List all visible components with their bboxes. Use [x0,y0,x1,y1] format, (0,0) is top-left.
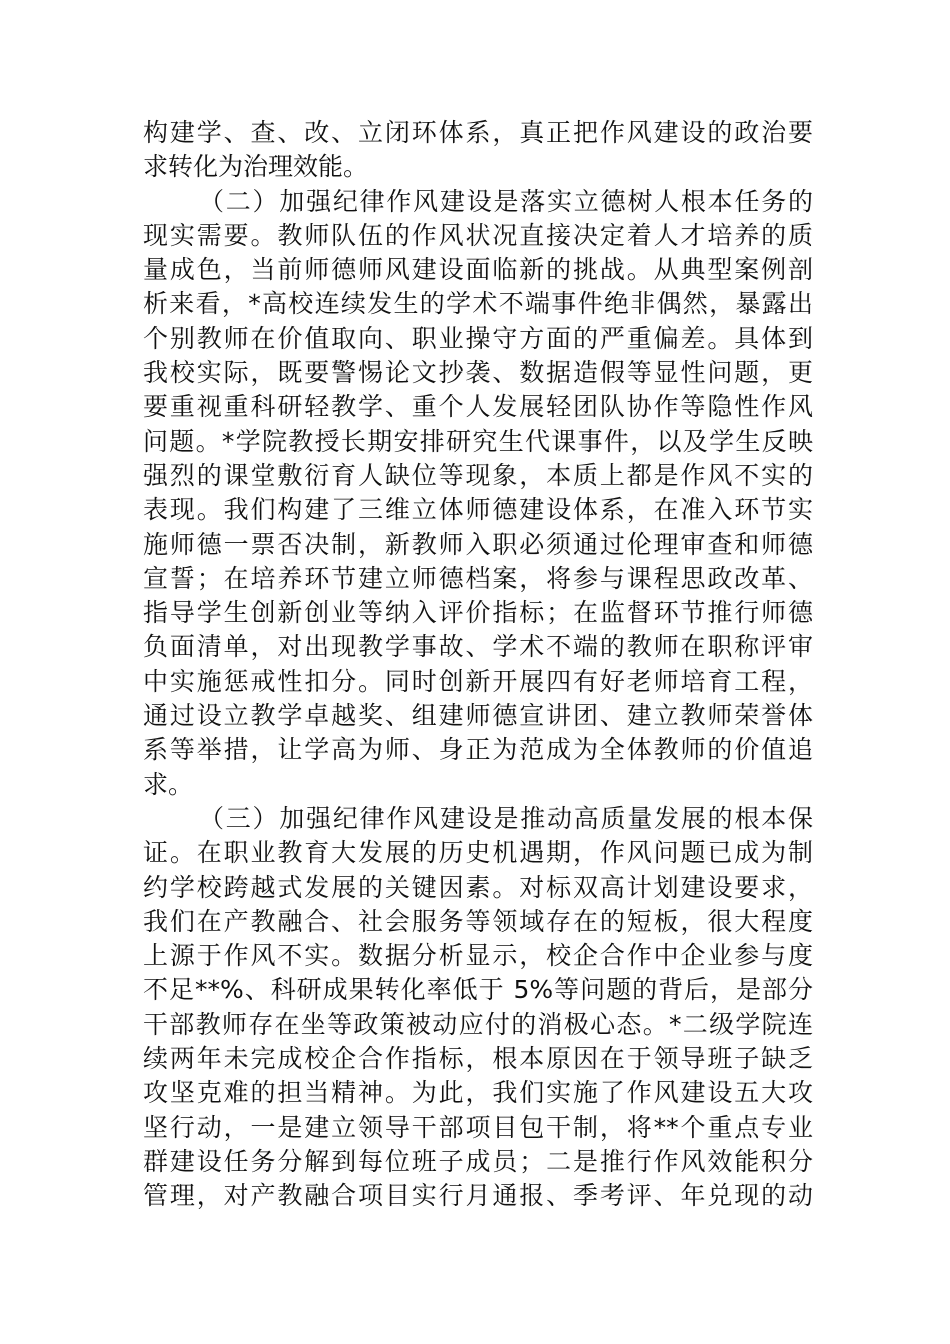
text-line: 攻坚克难的担当精神。为此，我们实施了作风建设五大攻 [143,1078,813,1108]
text-line: 我们在产教融合、社会服务等领域存在的短板，很大程度 [143,906,813,936]
text-line: 干部教师存在坐等政策被动应付的消极心态。*二级学院连 [143,1009,813,1039]
text-line: 表现。我们构建了三维立体师德建设体系，在准入环节实 [143,495,813,525]
text-line: 证。在职业教育大发展的历史机遇期，作风问题已成为制 [143,838,813,868]
text-line: 续两年未完成校企合作指标，根本原因在于领导班子缺乏 [143,1044,813,1074]
text-line: 坚行动，一是建立领导干部项目包干制，将**个重点专业 [143,1112,813,1142]
text-line: 负面清单，对出现教学事故、学术不端的教师在职称评审 [143,632,813,662]
text-line: 问题。*学院教授长期安排研究生代课事件，以及学生反映 [143,426,813,456]
text-line: 管理，对产教融合项目实行月通报、季考评、年兑现的动 [143,1181,813,1211]
text-line: 构建学、查、改、立闭环体系，真正把作风建设的政治要 [143,118,813,147]
text-line: 量成色，当前师德师风建设面临新的挑战。从典型案例剖 [143,255,813,285]
text-line: （三）加强纪律作风建设是推动高质量发展的根本保 [199,803,813,833]
document-body [143,116,813,1214]
text-line: 宣誓；在培养环节建立师德档案，将参与课程思政改革、 [143,563,813,593]
text-line: 上源于作风不实。数据分析显示，校企合作中企业参与度 [143,941,813,971]
text-line: 我校实际，既要警惕论文抄袭、数据造假等显性问题，更 [143,358,813,388]
text-line: 中实施惩戒性扣分。同时创新开展四有好老师培育工程， [143,666,813,696]
text-line: 不足**%、科研成果转化率低于 5%等问题的背后，是部分 [143,975,813,1005]
text-line: （二）加强纪律作风建设是落实立德树人根本任务的 [199,186,813,216]
text-line: 个别教师在价值取向、职业操守方面的严重偏差。具体到 [143,323,813,353]
text-line: 施师德一票否决制，新教师入职必须通过伦理审查和师德 [143,529,813,559]
text-line: 求转化为治理效能。 [143,152,369,182]
text-line: 现实需要。教师队伍的作风状况直接决定着人才培养的质 [143,220,813,250]
text-line: 强烈的课堂敷衍育人缺位等现象，本质上都是作风不实的 [143,460,813,490]
text-line: 要重视重科研轻教学、重个人发展轻团队协作等隐性作风 [143,392,813,422]
text-line: 指导学生创新创业等纳入评价指标；在监督环节推行师德 [143,598,813,628]
text-line: 约学校跨越式发展的关键因素。对标双高计划建设要求， [143,872,813,902]
text-line: 析来看，*高校连续发生的学术不端事件绝非偶然，暴露出 [143,289,813,319]
text-line: 通过设立教学卓越奖、组建师德宣讲团、建立教师荣誉体 [143,701,813,731]
text-line: 求。 [143,769,194,799]
text-line: 群建设任务分解到每位班子成员；二是推行作风效能积分 [143,1146,813,1176]
text-line: 系等举措，让学高为师、身正为范成为全体教师的价值追 [143,735,813,765]
